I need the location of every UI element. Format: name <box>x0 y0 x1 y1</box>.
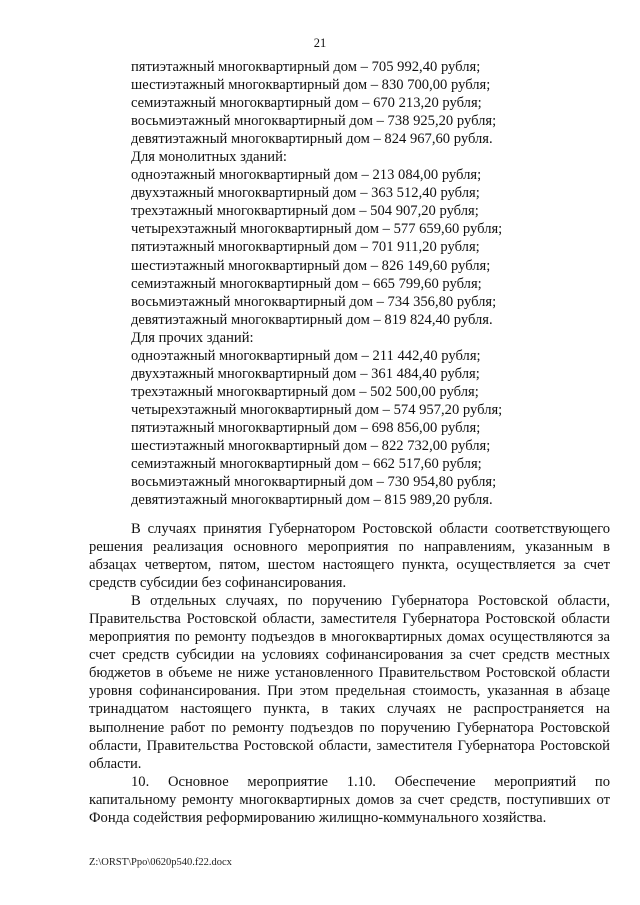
list-line: двухэтажный многоквартирный дом – 363 512,40 рубля; <box>131 185 480 202</box>
list-line: одноэтажный многоквартирный дом – 211 442,40 рубля; <box>131 347 481 364</box>
list-line: шестиэтажный многоквартирный дом – 830 700,00 рубля; <box>131 77 491 94</box>
page-number: 21 <box>313 36 327 50</box>
list-line: пятиэтажный многоквартирный дом – 705 992,40 рубля; <box>131 59 481 75</box>
list-line: трехэтажный многоквартирный дом – 502 500,00 рубля; <box>131 383 479 400</box>
list-line: четырехэтажный многоквартирный дом – 574 957,20 рубля; <box>131 401 503 418</box>
paragraph-main-activity-1-10: 10. Основное мероприятие 1.10. Обеспечение мероприятий по капитальному ремонту многоквартирных домов за счет средств, поступивших от Фонда содействия реформированию жилищно-коммунального хозяйства. <box>89 773 610 826</box>
list-line: пятиэтажный многоквартирный дом – 701 911,20 рубля; <box>131 239 480 256</box>
list-line: семиэтажный многоквартирный дом – 662 517,60 рубля; <box>131 456 482 473</box>
cost-list <box>131 58 561 509</box>
list-line: четырехэтажный многоквартирный дом – 577 659,60 рубля; <box>131 221 503 238</box>
section-heading-monolithic: Для монолитных зданий: <box>131 149 287 166</box>
list-line: восьмиэтажный многоквартирный дом – 734 356,80 рубля; <box>131 293 497 310</box>
file-path-footer: Z:\ORST\Ppo\0620p540.f22.docx <box>89 857 232 868</box>
paragraph-governor-decision: В случаях принятия Губернатором Ростовской области соответствующего решения реализация основного мероприятия по направлениям, указанным в абзацах четвертом, пятом, шестом настоящего пункта, осуществляется за счет средств субсидии без софинансирования. <box>89 521 610 592</box>
list-line: восьмиэтажный многоквартирный дом – 730 954,80 рубля; <box>131 474 497 491</box>
body-text <box>89 520 610 827</box>
list-line: шестиэтажный многоквартирный дом – 826 149,60 рубля; <box>131 257 491 274</box>
list-line: восьмиэтажный многоквартирный дом – 738 925,20 рубля; <box>131 113 497 130</box>
list-line: девятиэтажный многоквартирный дом – 815 989,20 рубля. <box>131 492 493 509</box>
list-line: одноэтажный многоквартирный дом – 213 084,00 рубля; <box>131 167 482 184</box>
list-line: семиэтажный многоквартирный дом – 665 799,60 рубля; <box>131 275 482 292</box>
paragraph-entrance-repair: В отдельных случаях, по поручению Губернатора Ростовской области, Правительства Ростовской области, заместителя Губернатора Ростовской области мероприятия по ремонту подъездов в многоквартирных домах осуществляются за счет средств субсидии на условиях софинансирования за счет средств местных бюджетов в объеме не ниже установленного Правительством Ростовской области уровня софинансирования. При этом предельная стоимость, указанная в абзаце тринадцатом настоящего пункта, в таких случаях не распространяется на выполнение работ по ремонту подъездов по поручению Губернатора Ростовской области, Правительства Ростовской области, заместителя Губернатора Ростовской области. <box>89 593 610 772</box>
list-line: пятиэтажный многоквартирный дом – 698 856,00 рубля; <box>131 419 481 436</box>
list-line: девятиэтажный многоквартирный дом – 824 967,60 рубля. <box>131 131 493 148</box>
list-line: трехэтажный многоквартирный дом – 504 907,20 рубля; <box>131 203 479 220</box>
list-line: девятиэтажный многоквартирный дом – 819 824,40 рубля. <box>131 311 493 328</box>
section-heading-other: Для прочих зданий: <box>131 329 254 346</box>
list-line: шестиэтажный многоквартирный дом – 822 732,00 рубля; <box>131 437 491 454</box>
list-line: семиэтажный многоквартирный дом – 670 213,20 рубля; <box>131 95 482 112</box>
list-line: двухэтажный многоквартирный дом – 361 484,40 рубля; <box>131 365 480 382</box>
